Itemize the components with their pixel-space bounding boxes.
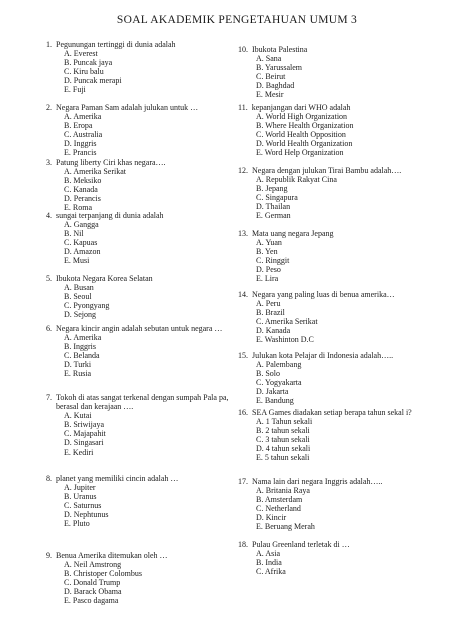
- question-text: Mata uang negara Jepang: [252, 229, 334, 238]
- question-number: 11.: [238, 103, 248, 112]
- question-text: Negara kincir angin adalah sebutan untuk negara …: [56, 324, 223, 333]
- question-text: SEA Games diadakan setiap berapa tahun sekal i?: [252, 408, 412, 417]
- question-header: [238, 166, 443, 175]
- question-text: Benua Amerika ditemukan oleh …: [56, 551, 168, 560]
- question-text: Julukan kota Pelajar di Indonesia adalah…..: [252, 351, 394, 360]
- option-list: [238, 417, 443, 462]
- question-5: [238, 290, 443, 345]
- option-list: [46, 411, 251, 456]
- answer-option: C. Majapahit: [64, 429, 106, 439]
- page-title: SOAL AKADEMIK PENGETAHUAN UMUM 3: [116, 14, 358, 26]
- question-1: [46, 40, 251, 95]
- answer-option: E. Rusia: [64, 369, 92, 379]
- option-list: [238, 299, 443, 344]
- option-list: [238, 54, 443, 99]
- question-header: [46, 103, 251, 112]
- question-header: [46, 393, 251, 411]
- answer-option: A. Gangga: [64, 220, 99, 230]
- question-header: [46, 211, 251, 220]
- question-2: [238, 103, 443, 158]
- answer-option: E. Word Help Organization: [256, 148, 344, 158]
- answer-option: C. Saturnus: [64, 501, 102, 511]
- answer-option: D. Thailan: [256, 202, 291, 212]
- question-text: sungai terpanjang di dunia adalah: [56, 211, 164, 220]
- answer-option: D. Barack Obama: [64, 587, 122, 597]
- option-list: [46, 333, 251, 378]
- answer-option: B. Yarussalem: [256, 63, 303, 73]
- answer-option: E. Musi: [64, 256, 90, 266]
- question-number: 8.: [46, 474, 52, 483]
- question-4: [46, 211, 251, 266]
- option-list: [46, 49, 251, 94]
- question-number: 13.: [238, 229, 248, 238]
- answer-option: A. Amerika Serikat: [64, 167, 126, 177]
- option-list: [238, 175, 443, 220]
- answer-option: D. World Health Organization: [256, 139, 353, 149]
- question-6: [238, 351, 443, 406]
- question-8: [238, 477, 443, 532]
- answer-option: B. Amsterdam: [256, 495, 303, 505]
- question-number: 7.: [46, 393, 52, 402]
- question-text: Negara Paman Sam adalah julukan untuk …: [56, 103, 199, 112]
- answer-option: C. Pyongyang: [64, 301, 110, 311]
- answer-option: D. Peso: [256, 265, 281, 275]
- question-number: 12.: [238, 166, 248, 175]
- answer-option: A. Amerika: [64, 112, 102, 122]
- answer-option: C. Netherland: [256, 504, 301, 514]
- answer-option: D. Singasari: [64, 438, 104, 448]
- question-text: Ibukota Palestina: [252, 45, 308, 54]
- question-header: [238, 477, 443, 486]
- question-text: Ibukota Negara Korea Selatan: [56, 274, 153, 283]
- question-text: Tokoh di atas sangat terkenal dengan sumpah Pala pa, berasal dan kerajaan ….: [56, 393, 229, 412]
- option-list: [46, 560, 251, 605]
- question-number: 2.: [46, 103, 52, 112]
- question-9: [238, 540, 443, 576]
- question-text: kepanjangan dari WHO adalah: [251, 103, 351, 112]
- answer-option: A. 1 Tahun sekali: [256, 417, 313, 427]
- answer-option: B. 2 tahun sekali: [256, 426, 310, 436]
- answer-option: E. Roma: [64, 203, 92, 213]
- question-text: Pulau Greenland terletak di …: [252, 540, 350, 549]
- answer-option: D. Kincir: [256, 513, 287, 523]
- question-number: 18.: [238, 540, 248, 549]
- option-list: [238, 360, 443, 405]
- question-header: [238, 229, 443, 238]
- answer-option: D. Inggris: [64, 139, 97, 149]
- question-text: Negara dengan julukan Tirai Bambu adalah….: [252, 166, 402, 175]
- question-7: [46, 393, 251, 457]
- question-2: [46, 103, 251, 158]
- question-header: [238, 540, 443, 549]
- question-number: 14.: [238, 290, 248, 299]
- answer-option: A. Yuan: [256, 238, 282, 248]
- question-6: [46, 324, 251, 379]
- answer-option: A. Palembang: [256, 360, 302, 370]
- answer-option: E. Bandung: [256, 396, 294, 406]
- question-header: [46, 274, 251, 283]
- question-text: planet yang memiliki cincin adalah …: [56, 474, 179, 483]
- answer-option: D. Baghdad: [256, 81, 295, 91]
- answer-option: E. Beruang Merah: [256, 522, 315, 532]
- question-number: 6.: [46, 324, 52, 333]
- answer-option: C. Singapura: [256, 193, 298, 203]
- question-number: 5.: [46, 274, 52, 283]
- answer-option: B. Nil: [64, 229, 84, 239]
- question-8: [46, 474, 251, 529]
- answer-option: E. Pluto: [64, 519, 90, 529]
- answer-option: A. Everest: [64, 49, 98, 59]
- answer-option: B. Uranus: [64, 492, 97, 502]
- question-3: [46, 158, 251, 213]
- answer-option: B. Brazil: [256, 308, 285, 318]
- option-list: [46, 483, 251, 528]
- answer-option: C. Australia: [64, 130, 103, 140]
- answer-option: B. Where Health Organization: [256, 121, 354, 131]
- answer-option: C. Amerika Serikat: [256, 317, 318, 327]
- answer-option: A. Busan: [64, 283, 94, 293]
- question-number: 17.: [238, 477, 248, 486]
- answer-option: C. Kapuas: [64, 238, 98, 248]
- answer-option: D. Nephtunus: [64, 510, 109, 520]
- answer-option: B. Jepang: [256, 184, 288, 194]
- question-header: [46, 324, 251, 333]
- answer-option: E. Pasco dagama: [64, 596, 119, 606]
- answer-option: A. Kutai: [64, 411, 92, 421]
- answer-option: B. Eropa: [64, 121, 93, 131]
- answer-option: C. Kiru balu: [64, 67, 104, 77]
- answer-option: C. Afrika: [256, 567, 286, 577]
- answer-option: B. Meksiko: [64, 176, 102, 186]
- answer-option: A. Republik Rakyat Cina: [256, 175, 337, 185]
- question-number: 9.: [46, 551, 52, 560]
- question-5: [46, 274, 251, 319]
- answer-option: D. 4 tahun sekali: [256, 444, 311, 454]
- answer-option: E. Lira: [256, 274, 279, 284]
- option-list: [46, 283, 251, 319]
- answer-option: E. Mesir: [256, 90, 284, 100]
- option-list: [238, 486, 443, 531]
- answer-option: B. Inggris: [64, 342, 96, 352]
- answer-option: C. 3 tahun sekali: [256, 435, 310, 445]
- answer-option: D. Perancis: [64, 194, 101, 204]
- option-list: [46, 167, 251, 212]
- answer-option: A. Neil Amstrong: [64, 560, 122, 570]
- question-header: [238, 103, 443, 112]
- answer-option: D. Jakarta: [256, 387, 289, 397]
- question-number: 15.: [238, 351, 248, 360]
- option-list: [46, 220, 251, 265]
- answer-option: A. Asia: [256, 549, 280, 559]
- question-header: [46, 474, 251, 483]
- answer-option: A. Amerika: [64, 333, 102, 343]
- question-number: 10.: [238, 45, 248, 54]
- answer-option: B. Yen: [256, 247, 278, 257]
- answer-option: A. Sana: [256, 54, 282, 64]
- option-list: [238, 112, 443, 157]
- answer-option: B. Puncak jaya: [64, 58, 113, 68]
- question-text: Pegunungan tertinggi di dunia adalah: [56, 40, 176, 49]
- answer-option: B. Sriwijaya: [64, 420, 104, 430]
- answer-option: D. Sejong: [64, 310, 96, 320]
- question-number: 1.: [46, 40, 52, 49]
- question-4: [238, 229, 443, 284]
- answer-option: C. Yogyakarta: [256, 378, 302, 388]
- question-header: [46, 551, 251, 560]
- answer-option: B. India: [256, 558, 282, 568]
- answer-option: D. Puncak merapi: [64, 76, 122, 86]
- answer-option: C. Belanda: [64, 351, 100, 361]
- question-header: [238, 351, 443, 360]
- answer-option: B. Christoper Colombus: [64, 569, 143, 579]
- question-header: [238, 408, 443, 417]
- question-text: Patung liberty Ciri khas negara….: [56, 158, 166, 167]
- answer-option: B. Seoul: [64, 292, 92, 302]
- answer-option: E. 5 tahun sekali: [256, 453, 310, 463]
- answer-option: A. World High Organization: [256, 112, 348, 122]
- answer-option: A. Peru: [256, 299, 281, 309]
- question-header: [238, 45, 443, 54]
- answer-option: D. Turki: [64, 360, 92, 370]
- question-header: [46, 158, 251, 167]
- answer-option: B. Solo: [256, 369, 281, 379]
- question-header: [238, 290, 443, 299]
- answer-option: E. Fuji: [64, 85, 86, 95]
- answer-option: C. Ringgit: [256, 256, 290, 266]
- option-list: [238, 549, 443, 576]
- answer-option: E. Kediri: [64, 447, 94, 457]
- answer-option: A. Jupiter: [64, 483, 96, 493]
- answer-option: C. Beirut: [256, 72, 286, 82]
- question-number: 16.: [238, 408, 248, 417]
- question-number: 4.: [46, 211, 52, 220]
- answer-option: E. Prancis: [64, 148, 97, 158]
- question-text: Negara yang paling luas di benua amerika…: [252, 290, 395, 299]
- answer-option: A. Britania Raya: [256, 486, 310, 496]
- option-list: [238, 238, 443, 283]
- answer-option: C. Kanada: [64, 185, 98, 195]
- question-text: Nama lain dari negara Inggris adalah…..: [252, 477, 383, 486]
- question-1: [238, 45, 443, 100]
- question-header: [46, 40, 251, 49]
- answer-option: C. Donald Trump: [64, 578, 121, 588]
- option-list: [46, 112, 251, 157]
- question-3: [238, 166, 443, 221]
- question-7: [238, 408, 443, 463]
- question-number: 3.: [46, 158, 52, 167]
- answer-option: D. Kanada: [256, 326, 291, 336]
- answer-option: D. Amazon: [64, 247, 101, 257]
- answer-option: C. World Health Opposition: [256, 130, 346, 140]
- question-9: [46, 551, 251, 606]
- answer-option: E. German: [256, 211, 291, 221]
- answer-option: E. Washinton D.C: [256, 335, 314, 345]
